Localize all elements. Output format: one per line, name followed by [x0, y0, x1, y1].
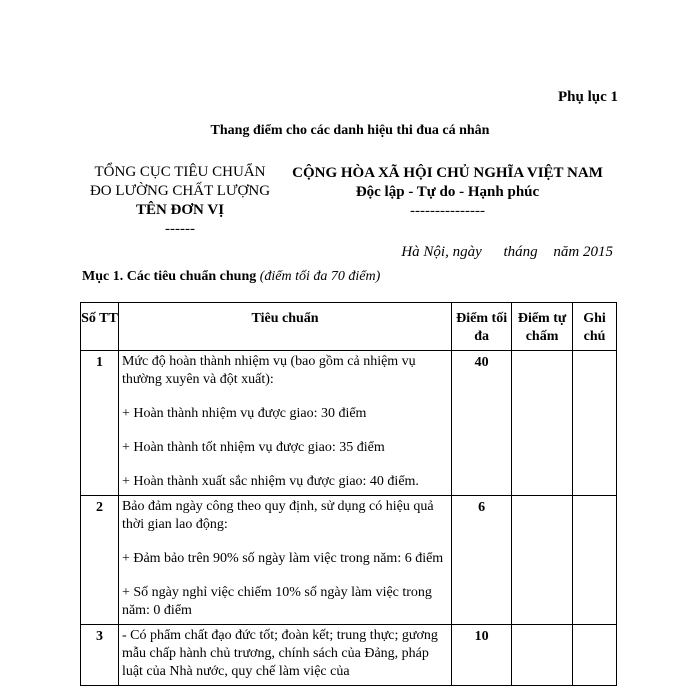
header-criteria: Tiêu chuẩn — [118, 303, 451, 351]
row-self-score[interactable] — [512, 625, 573, 686]
row-note[interactable] — [573, 496, 617, 625]
table-row — [81, 496, 617, 625]
row-note[interactable] — [573, 351, 617, 496]
header-note: Ghi chú — [573, 303, 617, 351]
criteria-text: + Số ngày nghỉ việc chiếm 10% số ngày làm việc trong năm: 0 điểm — [121, 585, 432, 618]
org-line-1: TỔNG CỤC TIÊU CHUẨN — [94, 164, 266, 180]
table-row — [81, 625, 617, 686]
row-criteria — [118, 496, 451, 625]
row-self-score[interactable] — [512, 351, 573, 496]
date-line — [401, 244, 613, 261]
motto: Độc lập - Tự do - Hạnh phúc — [355, 184, 540, 200]
row-max-points: 10 — [452, 625, 512, 686]
row-number: 3 — [81, 625, 119, 686]
table-header-row — [81, 303, 617, 351]
org-rule: ------ — [165, 221, 195, 237]
section-heading — [82, 269, 380, 285]
document-title: Thang điểm cho các danh hiệu thi đua cá nhân — [210, 123, 490, 138]
motto-rule: --------------- — [410, 203, 485, 219]
section-title: Mục 1. Các tiêu chuẩn chung — [82, 269, 257, 284]
criteria-text: + Hoàn thành tốt nhiệm vụ được giao: 35 điểm — [121, 440, 385, 455]
appendix-label: Phụ lục 1 — [557, 89, 618, 105]
date-year: năm 2015 — [553, 244, 613, 260]
organization-header — [80, 163, 280, 239]
criteria-table — [80, 302, 617, 686]
criteria-text: + Đảm bảo trên 90% số ngày làm việc trong năm: 6 điểm — [121, 551, 444, 566]
row-self-score[interactable] — [512, 496, 573, 625]
criteria-text: + Hoàn thành xuất sắc nhiệm vụ được giao: 40 điểm. — [121, 474, 419, 489]
country-name: CỘNG HÒA XÃ HỘI CHỦ NGHĨA VIỆT NAM — [292, 165, 603, 181]
unit-name: TÊN ĐƠN VỊ — [135, 202, 225, 218]
section-note: (điểm tối đa 70 điểm) — [259, 269, 381, 284]
org-line-2: ĐO LƯỜNG CHẤT LƯỢNG — [89, 183, 271, 199]
header-self-score: Điểm tự chấm — [512, 303, 573, 351]
row-number: 1 — [81, 351, 119, 496]
row-max-points: 6 — [452, 496, 512, 625]
row-note[interactable] — [573, 625, 617, 686]
date-place: Hà Nội, ngày — [401, 244, 482, 260]
row-max-points: 40 — [452, 351, 512, 496]
criteria-text: + Hoàn thành nhiệm vụ được giao: 30 điểm — [121, 406, 367, 421]
table-row — [81, 351, 617, 496]
header-max-points: Điểm tối đa — [452, 303, 512, 351]
row-criteria — [118, 625, 451, 686]
header-no: Số TT — [81, 303, 119, 351]
criteria-text: Mức độ hoàn thành nhiệm vụ (bao gồm cả nhiệm vụ thường xuyên và đột xuất): — [121, 354, 416, 387]
criteria-text: Bảo đảm ngày công theo quy định, sử dụng có hiệu quả thời gian lao động: — [121, 499, 434, 532]
national-header — [285, 164, 610, 221]
date-month: tháng — [503, 244, 538, 260]
row-number: 2 — [81, 496, 119, 625]
row-criteria — [118, 351, 451, 496]
criteria-text: - Có phẩm chất đạo đức tốt; đoàn kết; trung thực; gương mẫu chấp hành chủ trương, chính sách của Đảng, pháp luật của Nhà nước, quy chế làm việc của — [121, 628, 438, 679]
